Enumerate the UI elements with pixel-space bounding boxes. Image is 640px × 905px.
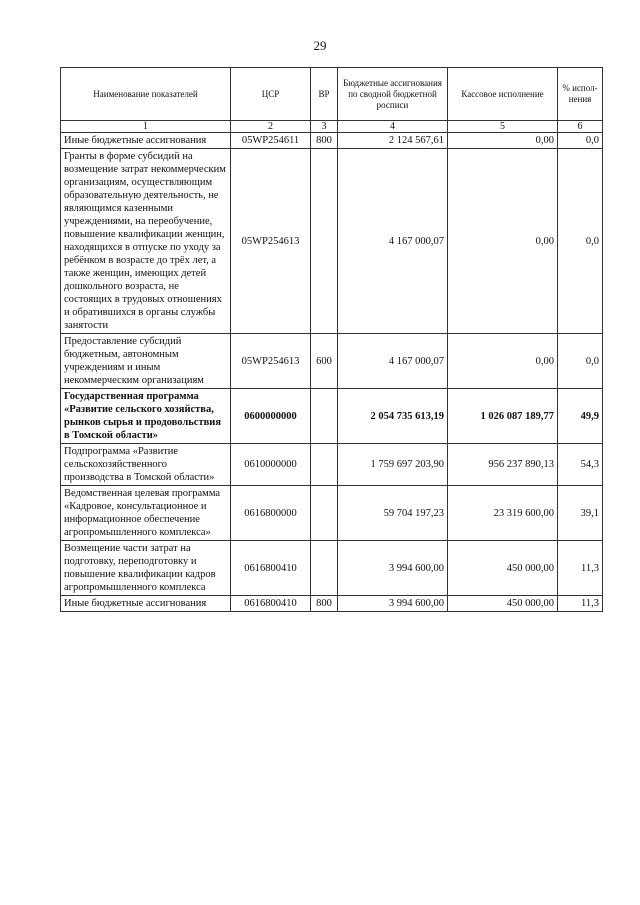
row-name: Государственная программа «Развитие сельского хозяйства, рынков сырья и продовольствия в Томской области» <box>61 389 231 444</box>
row-cash: 0,00 <box>448 334 558 389</box>
row-vr: 600 <box>311 334 338 389</box>
row-csr: 0616800410 <box>231 541 311 596</box>
row-name: Иные бюджетные ассигнования <box>61 133 231 149</box>
table-row <box>61 596 603 612</box>
row-cash: 0,00 <box>448 133 558 149</box>
column-number: 6 <box>558 121 603 133</box>
row-percent: 0,0 <box>558 149 603 334</box>
row-csr: 0610000000 <box>231 444 311 486</box>
row-cash: 0,00 <box>448 149 558 334</box>
row-name: Возмещение части затрат на подготовку, переподготовку и повышение квалификации кадров агропромышленного комплекса <box>61 541 231 596</box>
row-cash: 450 000,00 <box>448 596 558 612</box>
row-name: Подпрограмма «Развитие сельскохозяйственного производства в Томской области» <box>61 444 231 486</box>
row-name: Ведомственная целевая программа «Кадровое, консультационное и информационное обеспечение агропромышленного комплекса» <box>61 486 231 541</box>
table-row <box>61 149 603 334</box>
row-percent: 11,3 <box>558 596 603 612</box>
row-percent: 54,3 <box>558 444 603 486</box>
table-header-row <box>61 68 603 121</box>
table-row <box>61 541 603 596</box>
row-csr: 0616800000 <box>231 486 311 541</box>
row-csr: 05WP254611 <box>231 133 311 149</box>
row-budget: 2 054 735 613,19 <box>338 389 448 444</box>
column-number: 2 <box>231 121 311 133</box>
row-csr: 0616800410 <box>231 596 311 612</box>
row-name: Иные бюджетные ассигнования <box>61 596 231 612</box>
table-row <box>61 334 603 389</box>
row-percent: 0,0 <box>558 334 603 389</box>
row-percent: 49,9 <box>558 389 603 444</box>
table-row <box>61 133 603 149</box>
row-percent: 0,0 <box>558 133 603 149</box>
column-number: 4 <box>338 121 448 133</box>
row-budget: 2 124 567,61 <box>338 133 448 149</box>
header-percent: % испол-нения <box>558 68 603 121</box>
row-csr: 05WP254613 <box>231 334 311 389</box>
header-vr: ВР <box>311 68 338 121</box>
column-number: 3 <box>311 121 338 133</box>
page-number: 29 <box>313 38 327 53</box>
column-number-row <box>61 121 603 133</box>
row-vr: 800 <box>311 133 338 149</box>
row-cash: 1 026 087 189,77 <box>448 389 558 444</box>
table-row <box>61 444 603 486</box>
row-budget: 59 704 197,23 <box>338 486 448 541</box>
header-csr: ЦСР <box>231 68 311 121</box>
table-row <box>61 486 603 541</box>
row-cash: 450 000,00 <box>448 541 558 596</box>
budget-execution-table <box>60 67 603 612</box>
table-row <box>61 389 603 444</box>
row-budget: 4 167 000,07 <box>338 149 448 334</box>
row-name: Предоставление субсидий бюджетным, автономным учреждениям и иным некоммерческим организациям <box>61 334 231 389</box>
row-cash: 23 319 600,00 <box>448 486 558 541</box>
row-name: Гранты в форме субсидий на возмещение затрат некоммерческим организациям, осуществляющим образовательную деятельность, не являющимся казенными учреждениями, на переобучение, повышение квалификации женщин, находящихся в отпуске по уходу за ребёнком в возрасте до трёх лет, а также женщин, имеющих детей дошкольного возраста, не состоящих в трудовых отношениях и обратившихся в органы службы занятости <box>61 149 231 334</box>
row-vr <box>311 389 338 444</box>
row-percent: 39,1 <box>558 486 603 541</box>
column-number: 1 <box>61 121 231 133</box>
row-vr <box>311 444 338 486</box>
header-cash: Кассовое исполнение <box>448 68 558 121</box>
row-vr <box>311 486 338 541</box>
row-csr: 0600000000 <box>231 389 311 444</box>
column-number: 5 <box>448 121 558 133</box>
row-budget: 4 167 000,07 <box>338 334 448 389</box>
row-csr: 05WP254613 <box>231 149 311 334</box>
row-vr <box>311 149 338 334</box>
row-vr <box>311 541 338 596</box>
row-cash: 956 237 890,13 <box>448 444 558 486</box>
row-budget: 1 759 697 203,90 <box>338 444 448 486</box>
header-name: Наименование показателей <box>61 68 231 121</box>
row-percent: 11,3 <box>558 541 603 596</box>
row-budget: 3 994 600,00 <box>338 596 448 612</box>
row-budget: 3 994 600,00 <box>338 541 448 596</box>
header-budget: Бюджетные ассигнования по сводной бюджетной росписи <box>338 68 448 121</box>
row-vr: 800 <box>311 596 338 612</box>
